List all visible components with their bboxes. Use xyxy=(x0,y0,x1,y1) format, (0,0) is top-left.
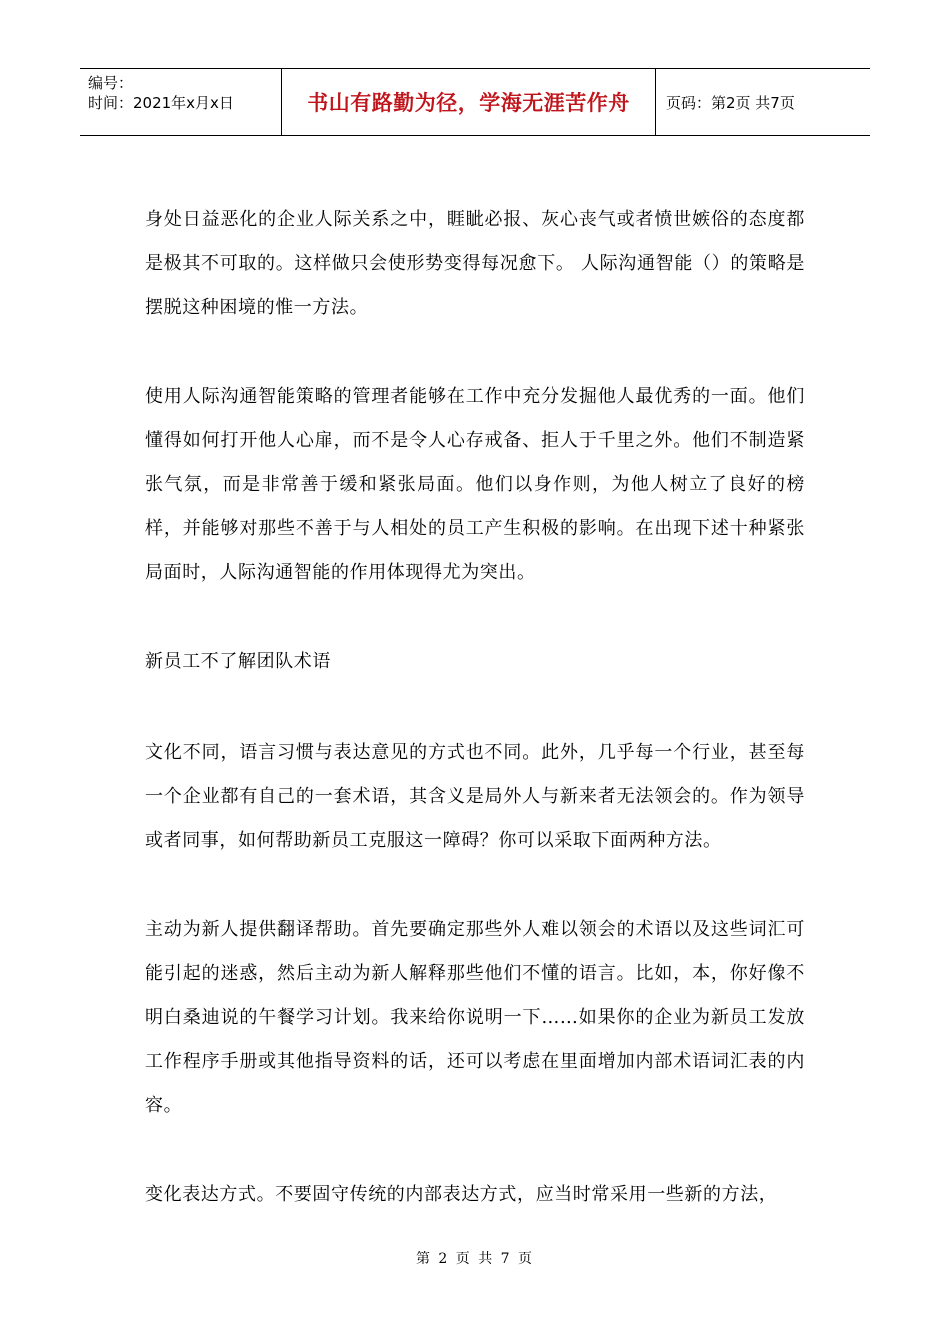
page-footer xyxy=(0,1248,950,1268)
section-heading: 新员工不了解团队术语 xyxy=(145,651,331,672)
header-time-label: 时间：2021年x月x日 xyxy=(88,94,234,112)
paragraph-5: 变化表达方式。不要固守传统的内部表达方式，应当时常采用一些新的方法， xyxy=(145,1184,778,1205)
document-body xyxy=(145,198,805,1262)
paragraph-2: 使用人际沟通智能策略的管理者能够在工作中充分发掘他人最优秀的一面。他们懂得如何打开他人心扉，而不是令人心存戒备、拒人于千里之外。他们不制造紧张气氛，而是非常善于缓和紧张局面。他们以身作则，为他人树立了良好的榜样，并能够对那些不善于与人相处的员工产生积极的影响。在出现下述十种紧张局面时，人际沟通智能的作用体现得尤为突出。 xyxy=(145,386,805,583)
header-page-info: 页码：第2页 共7页 xyxy=(666,93,795,112)
header-number-label: 编号： xyxy=(88,74,134,92)
page-header xyxy=(80,68,870,136)
paragraph-3: 文化不同，语言习惯与表达意见的方式也不同。此外，几乎每一个行业，甚至每一个企业都有自己的一套术语，其含义是局外人与新来者无法领会的。作为领导或者同事，如何帮助新员工克服这一障碍？你可以采取下面两种方法。 xyxy=(145,742,805,851)
paragraph-1: 身处日益恶化的企业人际关系之中，睚眦必报、灰心丧气或者愤世嫉俗的态度都是极其不可取的。这样做只会使形势变得每况愈下。 人际沟通智能（）的策略是摆脱这种困境的惟一方法。 xyxy=(145,209,805,318)
footer-page-number: 第 2 页 共 7 页 xyxy=(415,1251,535,1267)
header-motto: 书山有路勤为径，学海无涯苦作舟 xyxy=(282,69,656,135)
paragraph-4: 主动为新人提供翻译帮助。首先要确定那些外人难以领会的术语以及这些词汇可能引起的迷惑，然后主动为新人解释那些他们不懂的语言。比如，本，你好像不明白桑迪说的午餐学习计划。我来给你说明一下……如果你的企业为新员工发放工作程序手册或其他指导资料的话，还可以考虑在里面增加内部术语词汇表的内容。 xyxy=(145,919,805,1116)
header-meta xyxy=(80,69,282,135)
